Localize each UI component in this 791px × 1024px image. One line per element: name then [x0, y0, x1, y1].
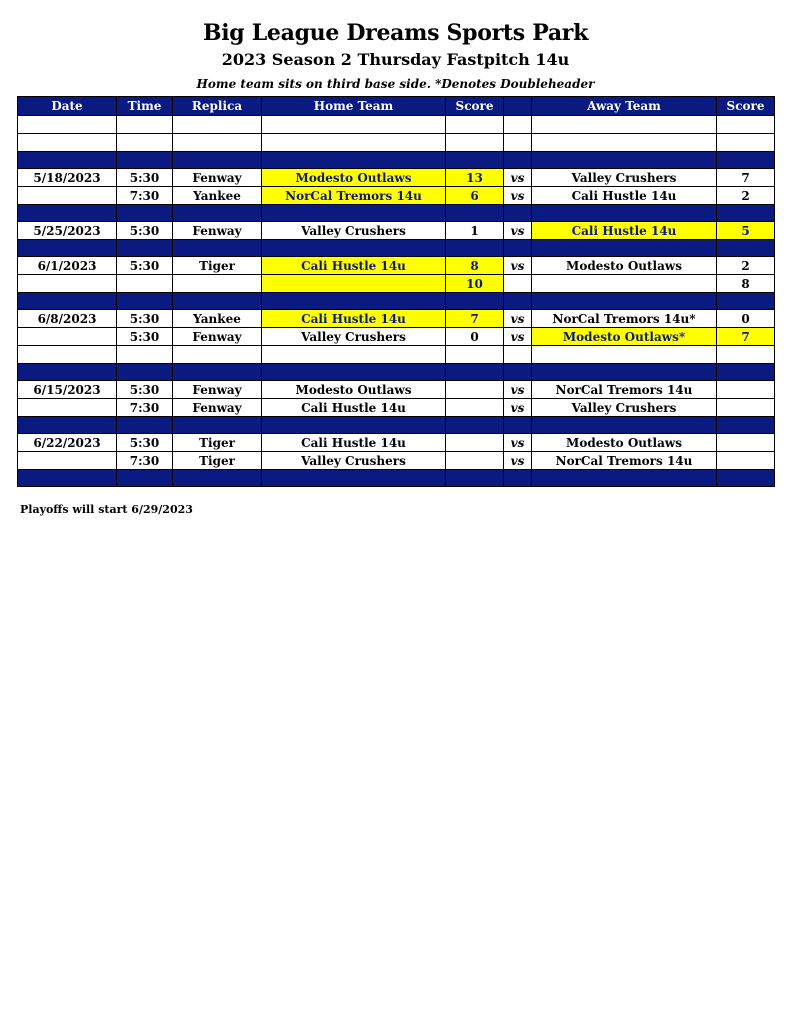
- separator-cell: [717, 293, 775, 310]
- vs-cell: [504, 116, 532, 134]
- separator-cell: [504, 470, 532, 487]
- date-cell: [18, 328, 117, 346]
- header-away-team: Away Team: [532, 97, 717, 116]
- date-cell: 6/15/2023: [18, 381, 117, 399]
- home-team-cell: Cali Hustle 14u: [262, 257, 446, 275]
- game-row: [18, 275, 775, 293]
- away-team-cell: [532, 275, 717, 293]
- game-row: [18, 169, 775, 187]
- home-score-cell: 8: [446, 257, 504, 275]
- time-cell: [117, 134, 173, 152]
- away-team-cell: Cali Hustle 14u: [532, 187, 717, 205]
- home-team-cell: Valley Crushers: [262, 328, 446, 346]
- page-title: Big League Dreams Sports Park: [202, 20, 589, 46]
- away-team-cell: Modesto Outlaws: [532, 434, 717, 452]
- vs-cell: vs: [504, 257, 532, 275]
- separator-cell: [532, 205, 717, 222]
- date-cell: [18, 346, 117, 364]
- time-cell: 5:30: [117, 381, 173, 399]
- home-team-cell: Modesto Outlaws: [262, 169, 446, 187]
- separator-cell: [532, 152, 717, 169]
- time-cell: 5:30: [117, 222, 173, 240]
- home-team-cell: [262, 275, 446, 293]
- away-team-cell: [532, 116, 717, 134]
- home-score-cell: [446, 381, 504, 399]
- away-team-cell: Valley Crushers: [532, 169, 717, 187]
- separator-cell: [532, 417, 717, 434]
- separator-cell: [173, 293, 262, 310]
- away-score-cell: [717, 116, 775, 134]
- separator-cell: [532, 293, 717, 310]
- separator-cell: [262, 293, 446, 310]
- home-score-cell: 0: [446, 328, 504, 346]
- time-cell: [117, 275, 173, 293]
- time-cell: [117, 346, 173, 364]
- time-cell: 5:30: [117, 310, 173, 328]
- time-cell: 5:30: [117, 169, 173, 187]
- game-row: [18, 257, 775, 275]
- time-cell: 5:30: [117, 434, 173, 452]
- home-team-cell: Cali Hustle 14u: [262, 434, 446, 452]
- header-home-team: Home Team: [262, 97, 446, 116]
- away-team-cell: NorCal Tremors 14u: [532, 452, 717, 470]
- header-time: Time: [117, 97, 173, 116]
- away-team-cell: NorCal Tremors 14u: [532, 381, 717, 399]
- date-cell: 5/18/2023: [18, 169, 117, 187]
- separator-cell: [504, 205, 532, 222]
- vs-cell: vs: [504, 434, 532, 452]
- replica-cell: Fenway: [173, 381, 262, 399]
- replica-cell: Tiger: [173, 434, 262, 452]
- separator-cell: [504, 240, 532, 257]
- separator-cell: [532, 470, 717, 487]
- header-home-score: Score: [446, 97, 504, 116]
- separator-row: [18, 417, 775, 434]
- away-score-cell: 0: [717, 310, 775, 328]
- away-team-cell: Valley Crushers: [532, 399, 717, 417]
- time-cell: 7:30: [117, 187, 173, 205]
- replica-cell: Tiger: [173, 257, 262, 275]
- home-team-cell: [262, 116, 446, 134]
- away-score-cell: [717, 346, 775, 364]
- separator-cell: [173, 240, 262, 257]
- separator-cell: [18, 240, 117, 257]
- away-score-cell: [717, 134, 775, 152]
- separator-cell: [18, 364, 117, 381]
- replica-cell: Fenway: [173, 222, 262, 240]
- separator-cell: [717, 240, 775, 257]
- home-team-cell: Cali Hustle 14u: [262, 399, 446, 417]
- separator-cell: [446, 364, 504, 381]
- game-row: [18, 222, 775, 240]
- separator-cell: [717, 205, 775, 222]
- vs-cell: vs: [504, 452, 532, 470]
- separator-cell: [446, 417, 504, 434]
- home-score-cell: [446, 116, 504, 134]
- vs-cell: [504, 346, 532, 364]
- vs-cell: [504, 134, 532, 152]
- away-score-cell: [717, 399, 775, 417]
- game-row: [18, 399, 775, 417]
- separator-cell: [446, 240, 504, 257]
- replica-cell: Fenway: [173, 328, 262, 346]
- header-replica: Replica: [173, 97, 262, 116]
- vs-cell: [504, 275, 532, 293]
- separator-cell: [504, 364, 532, 381]
- home-score-cell: [446, 452, 504, 470]
- home-score-cell: 7: [446, 310, 504, 328]
- separator-cell: [446, 205, 504, 222]
- away-team-cell: Modesto Outlaws*: [532, 328, 717, 346]
- page-subtitle: 2023 Season 2 Thursday Fastpitch 14u: [221, 50, 570, 69]
- playoffs-note: Playoffs will start 6/29/2023: [20, 503, 193, 516]
- separator-cell: [117, 240, 173, 257]
- separator-cell: [173, 152, 262, 169]
- replica-cell: Yankee: [173, 310, 262, 328]
- home-score-cell: 13: [446, 169, 504, 187]
- separator-cell: [262, 417, 446, 434]
- separator-cell: [18, 205, 117, 222]
- date-cell: [18, 134, 117, 152]
- separator-cell: [532, 364, 717, 381]
- home-score-cell: [446, 346, 504, 364]
- home-team-cell: [262, 134, 446, 152]
- away-team-cell: NorCal Tremors 14u*: [532, 310, 717, 328]
- separator-cell: [117, 293, 173, 310]
- separator-cell: [262, 152, 446, 169]
- date-cell: [18, 399, 117, 417]
- game-row: [18, 187, 775, 205]
- away-team-cell: Modesto Outlaws: [532, 257, 717, 275]
- replica-cell: [173, 116, 262, 134]
- game-row: [18, 452, 775, 470]
- away-team-cell: [532, 134, 717, 152]
- replica-cell: [173, 346, 262, 364]
- replica-cell: Fenway: [173, 399, 262, 417]
- separator-row: [18, 152, 775, 169]
- home-score-cell: 6: [446, 187, 504, 205]
- separator-cell: [262, 470, 446, 487]
- separator-row: [18, 293, 775, 310]
- home-score-cell: 10: [446, 275, 504, 293]
- separator-row: [18, 205, 775, 222]
- away-score-cell: 5: [717, 222, 775, 240]
- separator-cell: [117, 152, 173, 169]
- header-date: Date: [18, 97, 117, 116]
- replica-cell: Fenway: [173, 169, 262, 187]
- replica-cell: [173, 134, 262, 152]
- vs-cell: vs: [504, 399, 532, 417]
- home-team-cell: Valley Crushers: [262, 452, 446, 470]
- header-versus: [504, 97, 532, 116]
- separator-cell: [717, 364, 775, 381]
- separator-cell: [117, 364, 173, 381]
- date-cell: [18, 187, 117, 205]
- vs-cell: vs: [504, 187, 532, 205]
- time-cell: 5:30: [117, 328, 173, 346]
- vs-cell: vs: [504, 310, 532, 328]
- separator-cell: [117, 470, 173, 487]
- away-score-cell: 7: [717, 169, 775, 187]
- home-team-cell: NorCal Tremors 14u: [262, 187, 446, 205]
- away-score-cell: 8: [717, 275, 775, 293]
- away-score-cell: [717, 381, 775, 399]
- away-score-cell: 2: [717, 257, 775, 275]
- home-team-cell: [262, 346, 446, 364]
- away-score-cell: 7: [717, 328, 775, 346]
- game-row: [18, 328, 775, 346]
- vs-cell: vs: [504, 381, 532, 399]
- blank-row: [18, 116, 775, 134]
- time-cell: 7:30: [117, 399, 173, 417]
- separator-cell: [18, 152, 117, 169]
- separator-cell: [173, 417, 262, 434]
- away-score-cell: [717, 452, 775, 470]
- date-cell: 5/25/2023: [18, 222, 117, 240]
- separator-cell: [446, 470, 504, 487]
- separator-cell: [504, 152, 532, 169]
- separator-cell: [18, 293, 117, 310]
- separator-cell: [717, 152, 775, 169]
- separator-cell: [173, 470, 262, 487]
- game-row: [18, 310, 775, 328]
- separator-cell: [18, 417, 117, 434]
- blank-row: [18, 346, 775, 364]
- home-score-cell: 1: [446, 222, 504, 240]
- home-team-cell: Cali Hustle 14u: [262, 310, 446, 328]
- date-cell: 6/8/2023: [18, 310, 117, 328]
- vs-cell: vs: [504, 169, 532, 187]
- date-cell: [18, 116, 117, 134]
- game-row: [18, 381, 775, 399]
- separator-cell: [504, 293, 532, 310]
- schedule-table: [17, 96, 775, 487]
- separator-cell: [262, 364, 446, 381]
- separator-cell: [262, 240, 446, 257]
- separator-cell: [173, 364, 262, 381]
- separator-cell: [446, 293, 504, 310]
- separator-cell: [532, 240, 717, 257]
- separator-cell: [262, 205, 446, 222]
- away-score-cell: 2: [717, 187, 775, 205]
- date-cell: [18, 452, 117, 470]
- away-team-cell: Cali Hustle 14u: [532, 222, 717, 240]
- vs-cell: vs: [504, 328, 532, 346]
- home-score-cell: [446, 134, 504, 152]
- home-score-cell: [446, 434, 504, 452]
- time-cell: 5:30: [117, 257, 173, 275]
- separator-cell: [117, 417, 173, 434]
- replica-cell: [173, 275, 262, 293]
- game-row: [18, 434, 775, 452]
- separator-cell: [117, 205, 173, 222]
- date-cell: 6/1/2023: [18, 257, 117, 275]
- replica-cell: Tiger: [173, 452, 262, 470]
- date-cell: 6/22/2023: [18, 434, 117, 452]
- time-cell: 7:30: [117, 452, 173, 470]
- away-score-cell: [717, 434, 775, 452]
- time-cell: [117, 116, 173, 134]
- header-row: [18, 97, 775, 116]
- date-cell: [18, 275, 117, 293]
- separator-row: [18, 470, 775, 487]
- home-team-cell: Modesto Outlaws: [262, 381, 446, 399]
- separator-cell: [717, 470, 775, 487]
- home-team-cell: Valley Crushers: [262, 222, 446, 240]
- separator-cell: [717, 417, 775, 434]
- separator-cell: [446, 152, 504, 169]
- schedule-body: [18, 116, 775, 487]
- separator-cell: [173, 205, 262, 222]
- doubleheader-note: Home team sits on third base side. *Denotes Doubleheader: [196, 77, 595, 91]
- separator-row: [18, 364, 775, 381]
- separator-row: [18, 240, 775, 257]
- separator-cell: [504, 417, 532, 434]
- blank-row: [18, 134, 775, 152]
- replica-cell: Yankee: [173, 187, 262, 205]
- separator-cell: [18, 470, 117, 487]
- away-team-cell: [532, 346, 717, 364]
- header-away-score: Score: [717, 97, 775, 116]
- vs-cell: vs: [504, 222, 532, 240]
- home-score-cell: [446, 399, 504, 417]
